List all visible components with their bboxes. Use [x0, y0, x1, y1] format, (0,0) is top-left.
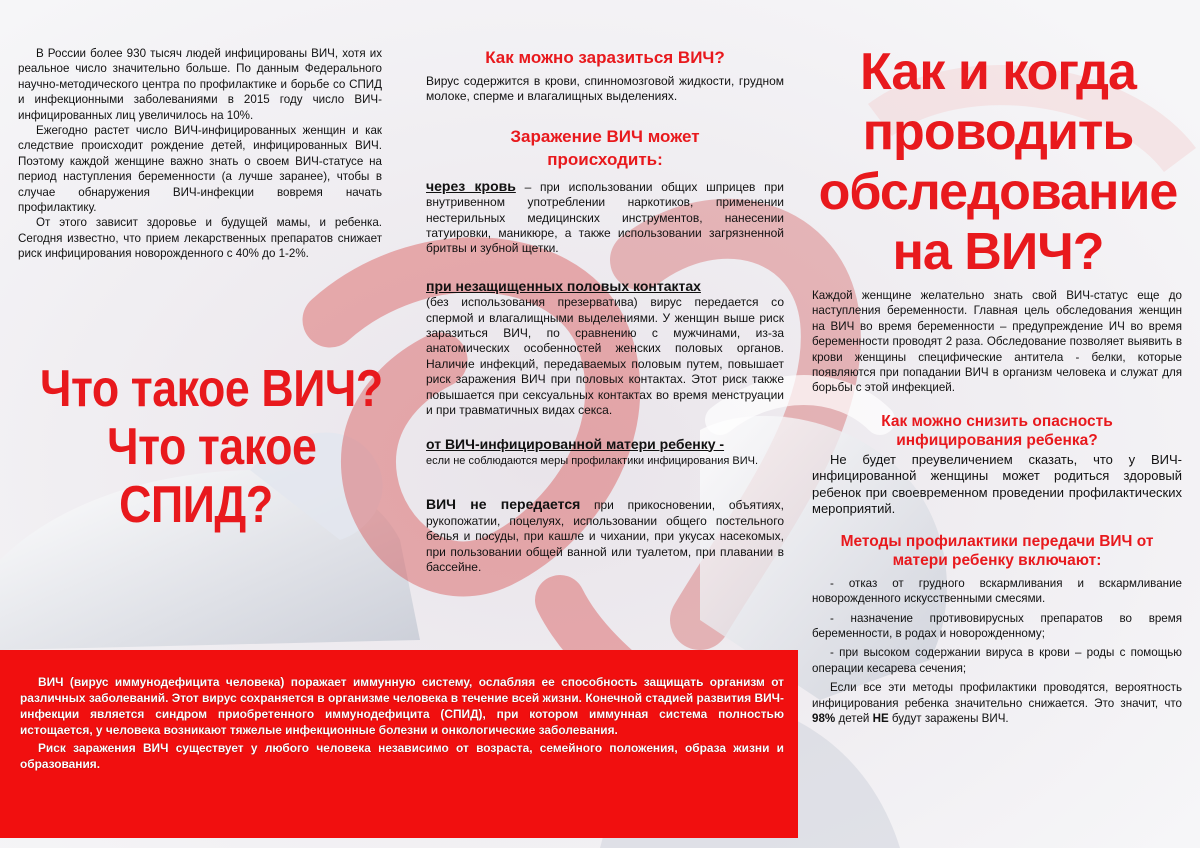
- heading-infection-can-occur: [426, 125, 784, 171]
- left-title: [40, 360, 401, 534]
- intro-paragraph: От этого зависит здоровье и будущей мамы, и ребенка. Сегодня известно, что прием лекарственных препаратов снижает риск инфицирования новорожденного с 40% до 1-2%.: [18, 216, 382, 261]
- heading-line: матери ребенку включают:: [892, 551, 1102, 569]
- right-column: [812, 288, 1182, 727]
- final-not: НЕ: [872, 712, 889, 726]
- screening-paragraph: Каждой женщине желательно знать свой ВИЧ-статус еще до наступления беременности. Главная цель обследования женщин на ВИЧ во время беременности – предупреждение ИЧ во время беременности проводят 2 раза. Обследование позволяет выявить в крови женщины специфические антитела - белки, которые появляются при попадании ВИЧ в организм человека и служат для борьбы с этой инфекцией.: [812, 289, 1182, 395]
- hiv-definition-box: [0, 650, 798, 838]
- heading-line: Заражение ВИЧ может: [510, 126, 700, 146]
- final-text: Если все эти методы профилактики проводятся, вероятность инфицирования ребенка значительно снижается. Это значит, что: [812, 681, 1182, 710]
- heading-line: Методы профилактики передачи ВИЧ от: [840, 532, 1154, 550]
- prevention-item: - при высоком содержании вируса в крови – роды с помощью операции кесарева сечения;: [812, 646, 1182, 675]
- sex-transmission: [426, 279, 784, 419]
- mother-text: если не соблюдаются меры профилактики инфицирования ВИЧ.: [426, 454, 759, 467]
- final-text: детей: [835, 712, 873, 726]
- heading-line: инфицирования ребенка?: [896, 431, 1098, 449]
- right-title-line: на ВИЧ?: [892, 223, 1104, 281]
- healthy-child-paragraph: Не будет преувеличением сказать, что у ВИЧ-инфицированной женщины может родиться здоровый ребенок при своевременном проведении профилактических мероприятий.: [812, 451, 1182, 517]
- final-text: будут заражены ВИЧ.: [888, 712, 1009, 726]
- left-title-line: Что такое ВИЧ?: [40, 360, 383, 418]
- intro-paragraph: Ежегодно растет число ВИЧ-инфицированных женщин и как следствие происходит рождение детей, инфицированных ВИЧ. Поэтому каждой женщине важно знать о своем ВИЧ-статусе на период наступления беременности (а лучше заранее), чтобы в случае обнаружения ВИЧ-инфекции вовремя начать профилактику.: [18, 124, 382, 215]
- not-transmitted: [426, 497, 784, 575]
- right-title-line: обследование: [818, 163, 1178, 221]
- mother-label: от ВИЧ-инфицированной матери ребенку -: [426, 435, 725, 452]
- final-percent: 98%: [812, 712, 836, 726]
- right-title: [808, 42, 1188, 282]
- heading-prevention-methods: [812, 532, 1182, 570]
- mother-transmission: [426, 437, 784, 470]
- sex-label: при незащищенных половых контактах: [426, 277, 701, 294]
- hiv-definition-text: ВИЧ (вирус иммунодефицита человека) поражает иммунную систему, ослабляя ее способность защищать организм от различных заболеваний. Этот вирус сохраняется в организме человека в течение всей жизни. Конечной стадией развития ВИЧ-инфекции является синдром приобретенного иммунодефицита (СПИД), при котором иммунная система полностью истощается, у человека возникают тяжелые инфекционные болезни и онкологические заболевания.: [20, 675, 784, 737]
- not-text: при прикосновении, объятиях, рукопожатии, поцелуях, использовании общего постельного белья и посуды, при кашле и чихании, при укусах насекомых, при пользовании общей ванной или туалетом, при плавании в бассейне.: [426, 498, 784, 574]
- blood-text: – при использовании общих шприцев при внутривенном употреблении наркотиков, применении нестерильных медицинских инструментов, нанесении татуировки, маникюре, а также использовании загрязненной бритвы и зубной щетки.: [426, 179, 784, 256]
- prevention-item: - отказ от грудного вскармливания и вскармливание новорожденного искусственными смесями.: [812, 576, 1182, 606]
- final-paragraph: [812, 680, 1182, 726]
- right-title-line: проводить: [862, 103, 1134, 161]
- risk-text: Риск заражения ВИЧ существует у любого человека независимо от возраста, семейного положения, образа жизни и образования.: [20, 741, 784, 771]
- heading-how-infected: Как можно заразиться ВИЧ?: [485, 48, 725, 67]
- heading-line: происходить:: [547, 149, 663, 169]
- middle-column: [426, 48, 784, 575]
- heading-line: Как можно снизить опасность: [881, 412, 1113, 430]
- left-title-line: Что такое: [107, 418, 317, 476]
- sex-text: (без использования презерватива) вирус передается со спермой и влагалищными выделениями. У женщин выше риск заразиться ВИЧ, по сравнению с мужчинами, из-за анатомических особенностей женских половых органов. Наличие инфекций, передаваемых половым путем, повышает риск заражения ВИЧ при половых контактах. Этот риск также повышается при сексуальных контактах во время менструации и при травматичных видах секса.: [426, 295, 784, 418]
- blood-transmission: [426, 179, 784, 257]
- right-title-line: Как и когда: [860, 43, 1136, 101]
- heading-reduce-risk: [812, 412, 1182, 450]
- virus-location-text: Вирус содержится в крови, спинномозговой жидкости, грудном молоке, сперме и влагалищных выделениях.: [426, 74, 784, 104]
- intro-paragraph: В России более 930 тысяч людей инфицированы ВИЧ, хотя их реальное число значительно больше. По данным Федерального научно-методического центра по профилактике и борьбе со СПИД и инфекционными заболеваниями в 2015 году число ВИЧ-инфицированных лиц увеличилось на 10%.: [18, 47, 382, 122]
- left-intro: [18, 46, 382, 262]
- prevention-item: - назначение противовирусных препаратов во время беременности, в родах и новорожденному;: [812, 611, 1182, 641]
- left-title-line: СПИД?: [119, 476, 273, 534]
- blood-label: через кровь: [426, 177, 516, 194]
- not-label: ВИЧ не передается: [426, 496, 581, 513]
